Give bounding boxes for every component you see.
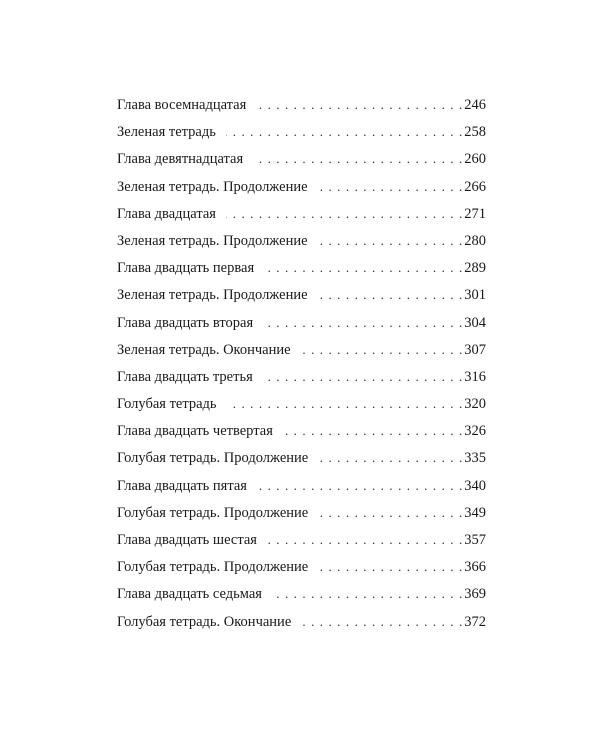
toc-entry (117, 91, 486, 118)
toc-entry (117, 444, 486, 471)
toc-entry-title: Зеленая тетрадь. Продолжение (117, 287, 308, 304)
dot-leader (227, 390, 463, 417)
toc-entry-page-number: 289 (464, 260, 486, 277)
toc-entry-title: Глава двадцать пятая (117, 477, 247, 494)
toc-entry-page-number: 260 (464, 151, 486, 168)
toc-entry (117, 390, 486, 417)
toc-entry-title: Глава девятнадцатая (117, 151, 244, 168)
toc-entry-title: Голубая тетрадь (117, 396, 217, 413)
toc-entry-page-number: 340 (464, 477, 486, 494)
dot-leader (253, 145, 462, 172)
toc-entry (117, 145, 486, 172)
toc-entry-page-number: 372 (464, 613, 486, 630)
toc-entry (117, 200, 486, 227)
toc-entry-page-number: 266 (464, 178, 486, 195)
toc-entry (117, 580, 486, 607)
toc-entry (117, 254, 486, 281)
toc-entry (117, 118, 486, 145)
toc-entry-page-number: 246 (464, 97, 486, 113)
dot-leader (272, 580, 462, 607)
toc-entry-title: Глава двадцать первая (117, 260, 255, 277)
dot-leader (263, 363, 463, 390)
toc-entry-page-number: 320 (464, 396, 486, 413)
toc-entry-page-number: 301 (464, 287, 486, 304)
toc-entry-title: Голубая тетрадь. Окончание (117, 613, 292, 630)
toc-entry (117, 336, 486, 363)
toc-entry-title: Глава двадцать седьмая (117, 586, 262, 603)
toc-entry-page-number: 349 (464, 504, 486, 521)
toc-entry (117, 608, 486, 635)
toc-entry-title: Зеленая тетрадь. Продолжение (117, 232, 308, 249)
toc-entry-page-number: 369 (464, 586, 486, 603)
toc-entry (117, 472, 486, 499)
toc-entry (117, 309, 486, 336)
toc-entry-title: Зеленая тетрадь (117, 124, 216, 141)
toc-entry (117, 281, 486, 308)
dot-leader (301, 608, 462, 635)
toc-entry-page-number: 307 (464, 341, 486, 358)
toc-entry-title: Зеленая тетрадь. Продолжение (117, 178, 308, 195)
toc-entry-title: Глава двадцать четвертая (117, 423, 273, 440)
toc-entry (117, 417, 486, 444)
dot-leader (318, 227, 463, 254)
toc-entry-title: Глава двадцать вторая (117, 314, 254, 331)
toc-entry-page-number: 335 (464, 450, 486, 467)
dot-leader (283, 417, 462, 444)
toc-entry-title: Глава двадцатая (117, 205, 216, 222)
toc-entry-title: Глава двадцать шестая (117, 532, 257, 548)
dot-leader (318, 173, 463, 200)
toc-entry-title: Голубая тетрадь. Продолжение (117, 450, 309, 467)
dot-leader (226, 200, 462, 227)
toc-entry-title: Зеленая тетрадь. Окончание (117, 341, 291, 358)
dot-leader (263, 309, 462, 336)
toc-entry (117, 363, 486, 390)
dot-leader (256, 91, 462, 118)
toc-entry-title: Голубая тетрадь. Продолжение (117, 559, 309, 576)
toc-entry-page-number: 357 (464, 532, 486, 548)
table-of-contents (117, 91, 486, 635)
dot-leader (318, 553, 462, 580)
toc-entry-title: Глава восемнадцатая (117, 97, 247, 113)
dot-leader (301, 336, 463, 363)
dot-leader (264, 254, 462, 281)
toc-entry-page-number: 326 (464, 423, 486, 440)
toc-entry (117, 553, 486, 580)
toc-entry (117, 173, 486, 200)
dot-leader (267, 526, 462, 553)
toc-entry (117, 526, 486, 553)
toc-entry-page-number: 258 (464, 124, 486, 141)
dot-leader (226, 118, 462, 145)
toc-entry-page-number: 316 (464, 368, 486, 385)
toc-entry-title: Голубая тетрадь. Продолжение (117, 504, 309, 521)
toc-entry (117, 499, 486, 526)
toc-entry (117, 227, 486, 254)
toc-entry-page-number: 280 (464, 232, 486, 249)
dot-leader (318, 281, 463, 308)
toc-entry-page-number: 304 (464, 314, 486, 331)
dot-leader (318, 444, 462, 471)
toc-entry-page-number: 271 (464, 205, 486, 222)
toc-entry-page-number: 366 (464, 559, 486, 576)
toc-entry-title: Глава двадцать третья (117, 368, 253, 385)
dot-leader (257, 472, 462, 499)
dot-leader (318, 499, 462, 526)
